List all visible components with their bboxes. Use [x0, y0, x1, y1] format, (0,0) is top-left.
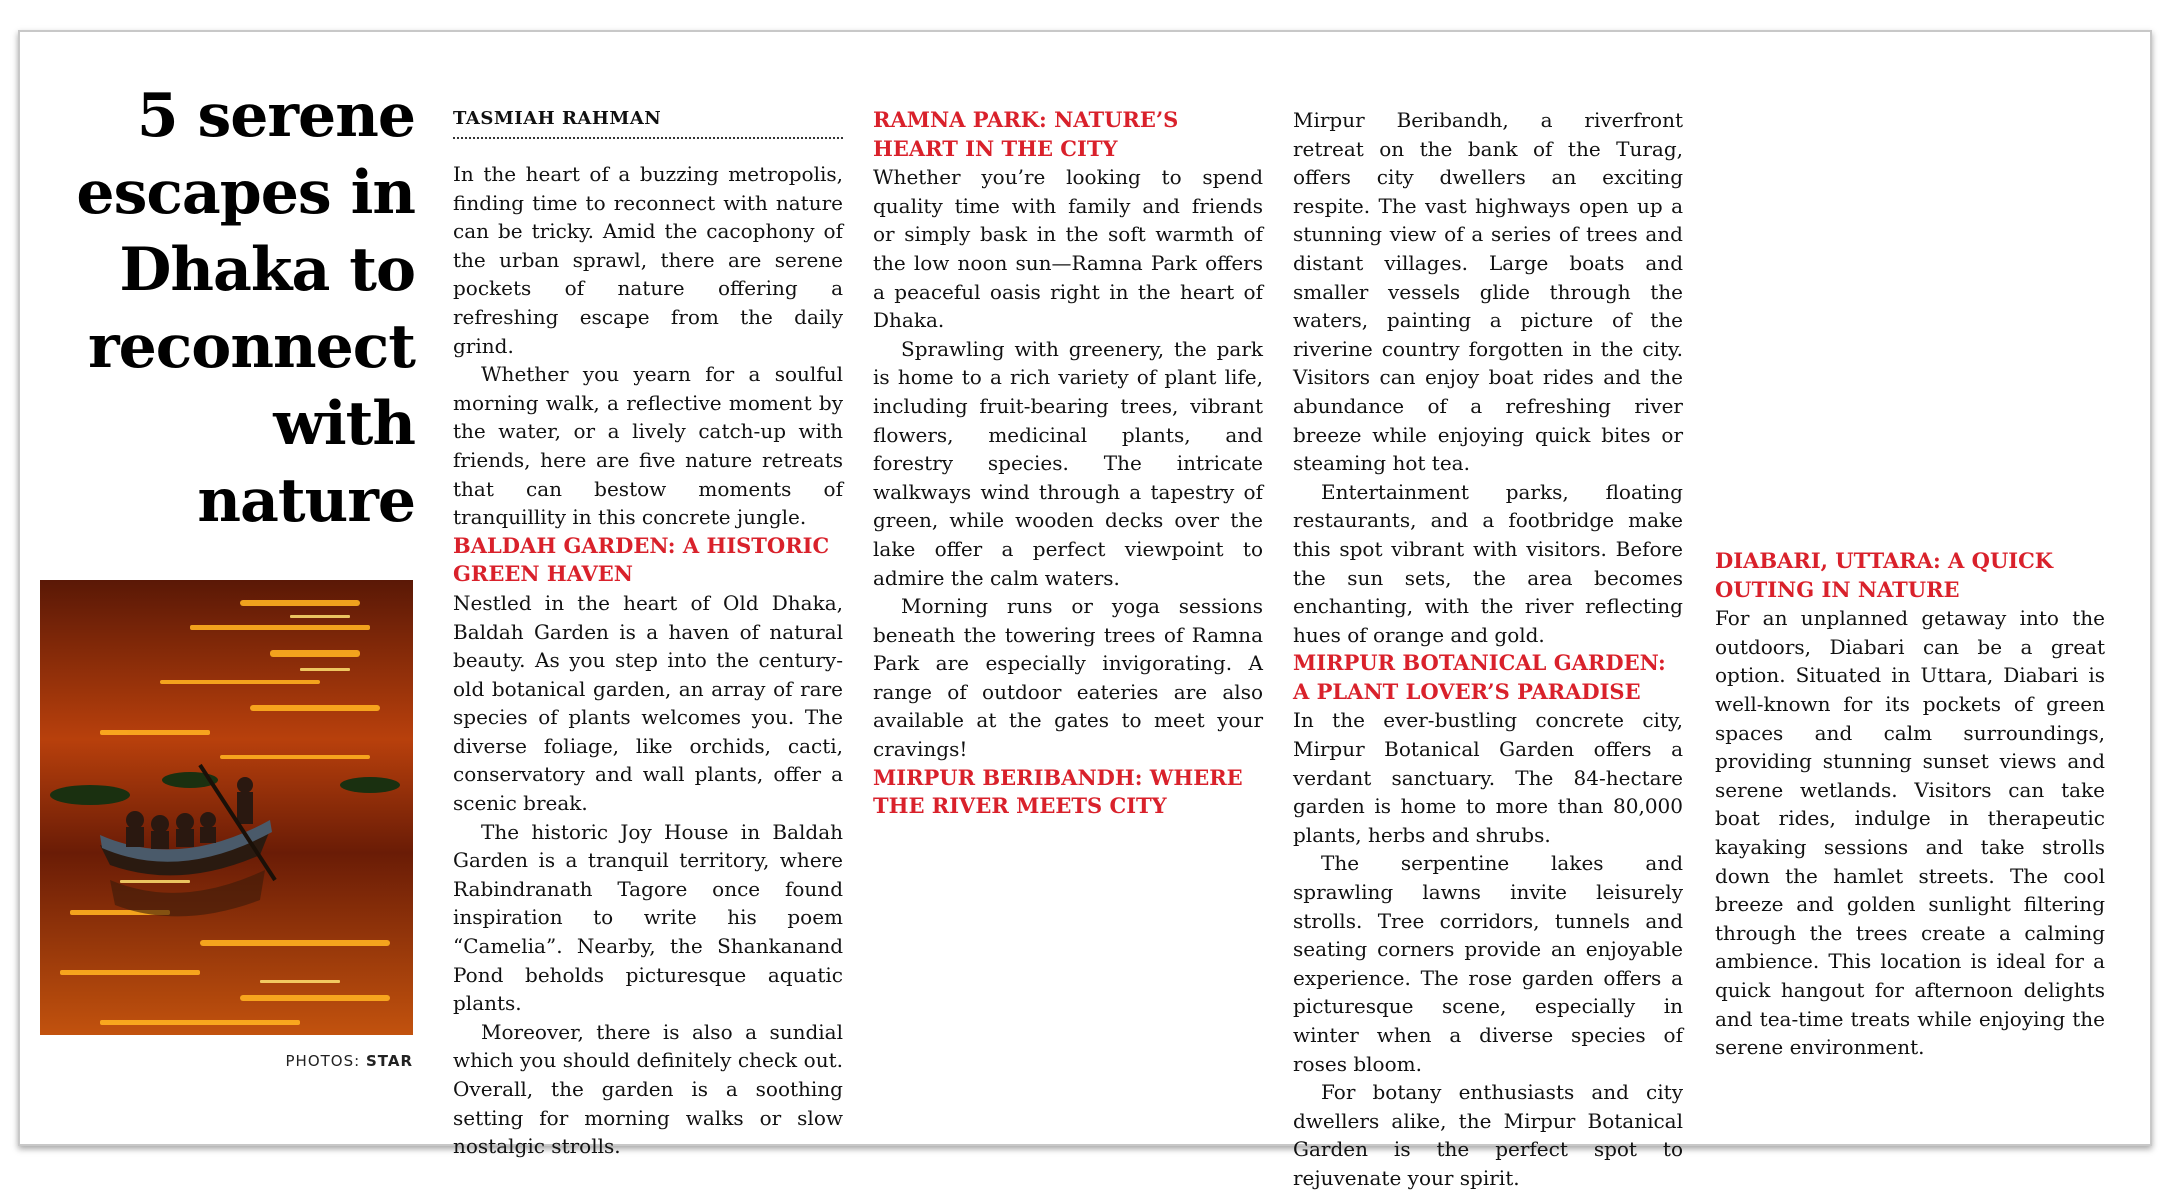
headline: 5 serene escapes in Dhaka to reconnect with nature [76, 81, 415, 536]
botanical-paragraph-2: The serpentine lakes and sprawling lawns invite leisurely strolls. Tree corridors, tunnels and seating corners provide an enjoyable experience. The rose garden offers a picturesque scene, especially in winter when a diverse species of roses bloom. [1293, 851, 1683, 1076]
ramna-paragraph-3: Morning runs or yoga sessions beneath the towering trees of Ramna Park are especially invigorating. A range of outdoor eateries are also available at the gates to meet your cravings! [873, 594, 1263, 762]
baldah-paragraph-3: Moreover, there is also a sundial which you should definitely check out. Overall, the garden is a soothing setting for morning walks or slow nostalgic strolls. [453, 1019, 843, 1159]
column-4 [1715, 547, 2105, 1062]
photo-boat-at-sunset [40, 580, 413, 1035]
botanical-paragraph-1: In the ever-bustling concrete city, Mirpur Botanical Garden offers a verdant sanctuary. The 84-hectare garden is home to more than 80,000 plants, herbs and shrubs. [1293, 708, 1683, 847]
photo-credit-label: PHOTOS: [285, 1052, 361, 1070]
photo-credit-source: STAR [365, 1052, 413, 1070]
boat-sunset-illustration [40, 580, 413, 1035]
subhead-ramna-park: RAMNA PARK: NATURE’S HEART IN THE CITY [873, 107, 1179, 161]
column-2 [873, 106, 1263, 821]
ramna-paragraph-1: Whether you’re looking to spend quality time with family and friends or simply bask in the soft warmth of the low noon sun—Ramna Park offers a peaceful oasis right in the heart of Dhaka. [873, 165, 1263, 333]
column-3 [1293, 106, 1683, 1193]
photo-credit [40, 1052, 413, 1070]
diabari-paragraph-1: For an unplanned getaway into the outdoors, Diabari can be a great option. Situated in Uttara, Diabari is well-known for its pockets of green spaces and calm surroundings, providing stunning sunset views and serene wetlands. Visitors can take boat rides, indulge in therapeutic kayaking sessions and take strolls down the hamlet streets. The cool breeze and golden sunlight filtering through the trees create a calming ambience. This location is ideal for a quick hangout for afternoon delights and tea-time treats while enjoying the serene environment. [1715, 606, 2105, 1060]
baldah-paragraph-1: Nestled in the heart of Old Dhaka, Baldah Garden is a haven of natural beauty. As you step into the century-old botanical garden, an array of rare species of plants welcomes you. The diverse foliage, like orchids, cacti, conservatory and wall plants, offer a scenic break. [453, 590, 843, 816]
ramna-paragraph-2: Sprawling with greenery, the park is home to a rich variety of plant life, including fruit-bearing trees, vibrant flowers, medicinal plants, and forestry species. The intricate walkways wind through a tapestry of green, while wooden decks over the lake offer a perfect viewpoint to admire the calm waters. [873, 336, 1263, 590]
baldah-paragraph-2: The historic Joy House in Baldah Garden is a tranquil territory, where Rabindranath Tagore once found inspiration to write his poem “Camelia”. Nearby, the Shankanand Pond beholds picturesque aquatic plants. [453, 819, 843, 1016]
subhead-mirpur-botanical-garden: MIRPUR BOTANICAL GARDEN: A PLANT LOVER’S PARADISE [1293, 650, 1666, 704]
botanical-paragraph-3: For botany enthusiasts and city dwellers alike, the Mirpur Botanical Garden is the perfect spot to rejuvenate your spirit. [1293, 1080, 1683, 1190]
byline: TASMIAH RAHMAN [453, 108, 843, 139]
beribandh-paragraph-1: Mirpur Beribandh, a riverfront retreat on the bank of the Turag, offers city dwellers an exciting respite. The vast highways open up a stunning view of a series of trees and distant villages. Large boats and smaller vessels glide through the waters, painting a picture of the riverine country forgotten in the city. Visitors can enjoy boat rides and the abundance of a refreshing river breeze while enjoying quick bites or steaming hot tea. [1293, 108, 1683, 476]
intro-paragraph-2: Whether you yearn for a soulful morning walk, a reflective moment by the water, or a lively catch-up with friends, here are five nature retreats that can bestow moments of tranquillity in this concrete jungle. [453, 362, 843, 530]
subhead-baldah-garden: BALDAH GARDEN: A HISTORIC GREEN HAVEN [453, 532, 830, 587]
subhead-diabari-uttara: DIABARI, UTTARA: A QUICK OUTING IN NATURE [1715, 548, 2054, 602]
column-1 [453, 160, 843, 1161]
beribandh-paragraph-2: Entertainment parks, floating restaurants, and a footbridge make this spot vibrant with visitors. Before the sun sets, the area becomes enchanting, with the river reflecting hues of orange and gold. [1293, 479, 1683, 647]
subhead-mirpur-beribandh: MIRPUR BERIBANDH: WHERE THE RIVER MEETS CITY [873, 764, 1243, 819]
intro-paragraph-1: In the heart of a buzzing metropolis, finding time to reconnect with nature can be tricky. Amid the cacophony of the urban sprawl, there are serene pockets of nature offering a refreshing escape from the daily grind. [453, 162, 843, 358]
